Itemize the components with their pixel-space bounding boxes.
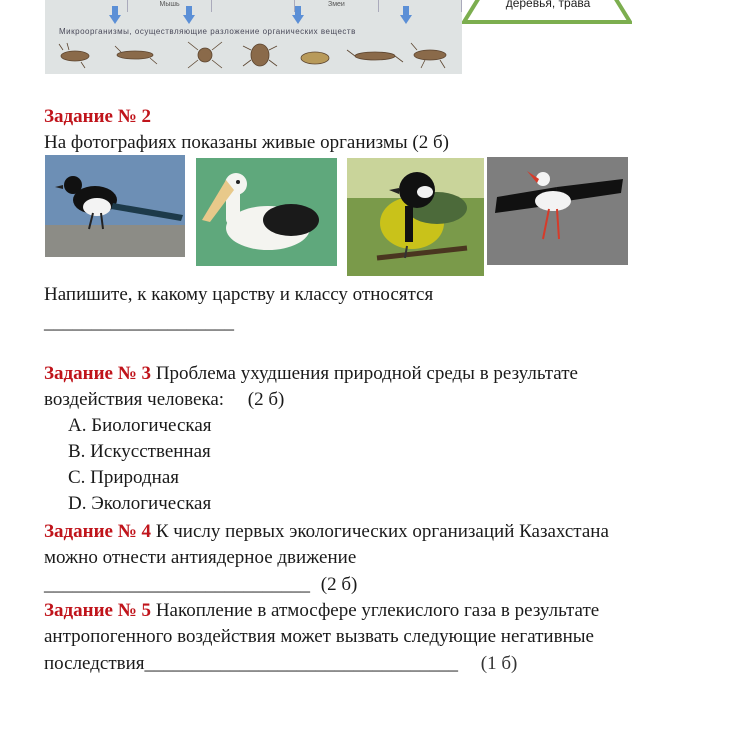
- task-5-text-line1: Накопление в атмосфере углекислого газа в результате: [155, 600, 600, 621]
- option-c[interactable]: C. Природная: [68, 467, 180, 488]
- task-5-line1: [44, 598, 599, 624]
- task-4-points: (2 б): [320, 574, 358, 595]
- task-3-text-line2: воздействия человека: (2 б): [44, 389, 285, 410]
- task-5-answer-line[interactable]: _________________________________: [144, 653, 459, 674]
- option-b[interactable]: B. Искусственная: [68, 441, 211, 462]
- pyramid-label: деревья, трава: [505, 0, 591, 10]
- task-3-line1: [44, 361, 578, 387]
- microorganisms-caption: Микроорганизмы, осуществляющие разложение органических веществ: [59, 27, 356, 36]
- organism-photos: [45, 155, 630, 277]
- task-2-title: Задание № 2: [44, 106, 152, 127]
- soil-organisms-illustration: [55, 38, 455, 72]
- task-4-line1: [44, 519, 609, 545]
- task-3-text-line1: Проблема ухудшения природной среды в результате: [155, 363, 578, 384]
- arrow-down-icon: [183, 6, 195, 24]
- task-3-options: [68, 413, 212, 517]
- task-4-text-line1: К числу первых экологических организаций Казахстана: [155, 521, 609, 542]
- task-5-title: Задание № 5: [44, 600, 152, 621]
- task-2-question: Напишите, к какому царству и классу относятся: [44, 284, 434, 305]
- task-2-text: На фотографиях показаны живые организмы (2 б): [44, 132, 450, 153]
- task-4-text-line2: можно отнести антиядерное движение: [44, 547, 357, 568]
- pelican-photo: [196, 158, 337, 266]
- option-d[interactable]: D. Экологическая: [68, 493, 212, 514]
- task-5-points: (1 б): [480, 653, 518, 674]
- task-2-heading: [44, 104, 151, 130]
- arrows-row: [45, 6, 462, 26]
- magpie-photo: [45, 155, 185, 257]
- food-chain-label: Мышь: [128, 0, 211, 12]
- task-2-answer-line[interactable]: ____________________: [44, 312, 234, 333]
- arrow-down-icon: [292, 6, 304, 24]
- task-5-answer-row: [44, 651, 517, 677]
- stork-photo: [487, 157, 628, 265]
- arrow-down-icon: [400, 6, 412, 24]
- task-3-title: Задание № 3: [44, 363, 152, 384]
- task-4-answer-line[interactable]: ____________________________: [44, 574, 310, 595]
- task-4-answer-row: [44, 572, 357, 598]
- option-a[interactable]: A. Биологическая: [68, 415, 212, 436]
- arrow-down-icon: [109, 6, 121, 24]
- task-5-text-line3: последствия: [44, 653, 145, 674]
- food-chain-label: Змеи: [295, 0, 378, 12]
- task-4-title: Задание № 4: [44, 521, 152, 542]
- food-chain-figure: [45, 0, 462, 74]
- task-5-text-line2: антропогенного воздействия может вызвать следующие негативные: [44, 626, 594, 647]
- great-tit-photo: [347, 158, 484, 276]
